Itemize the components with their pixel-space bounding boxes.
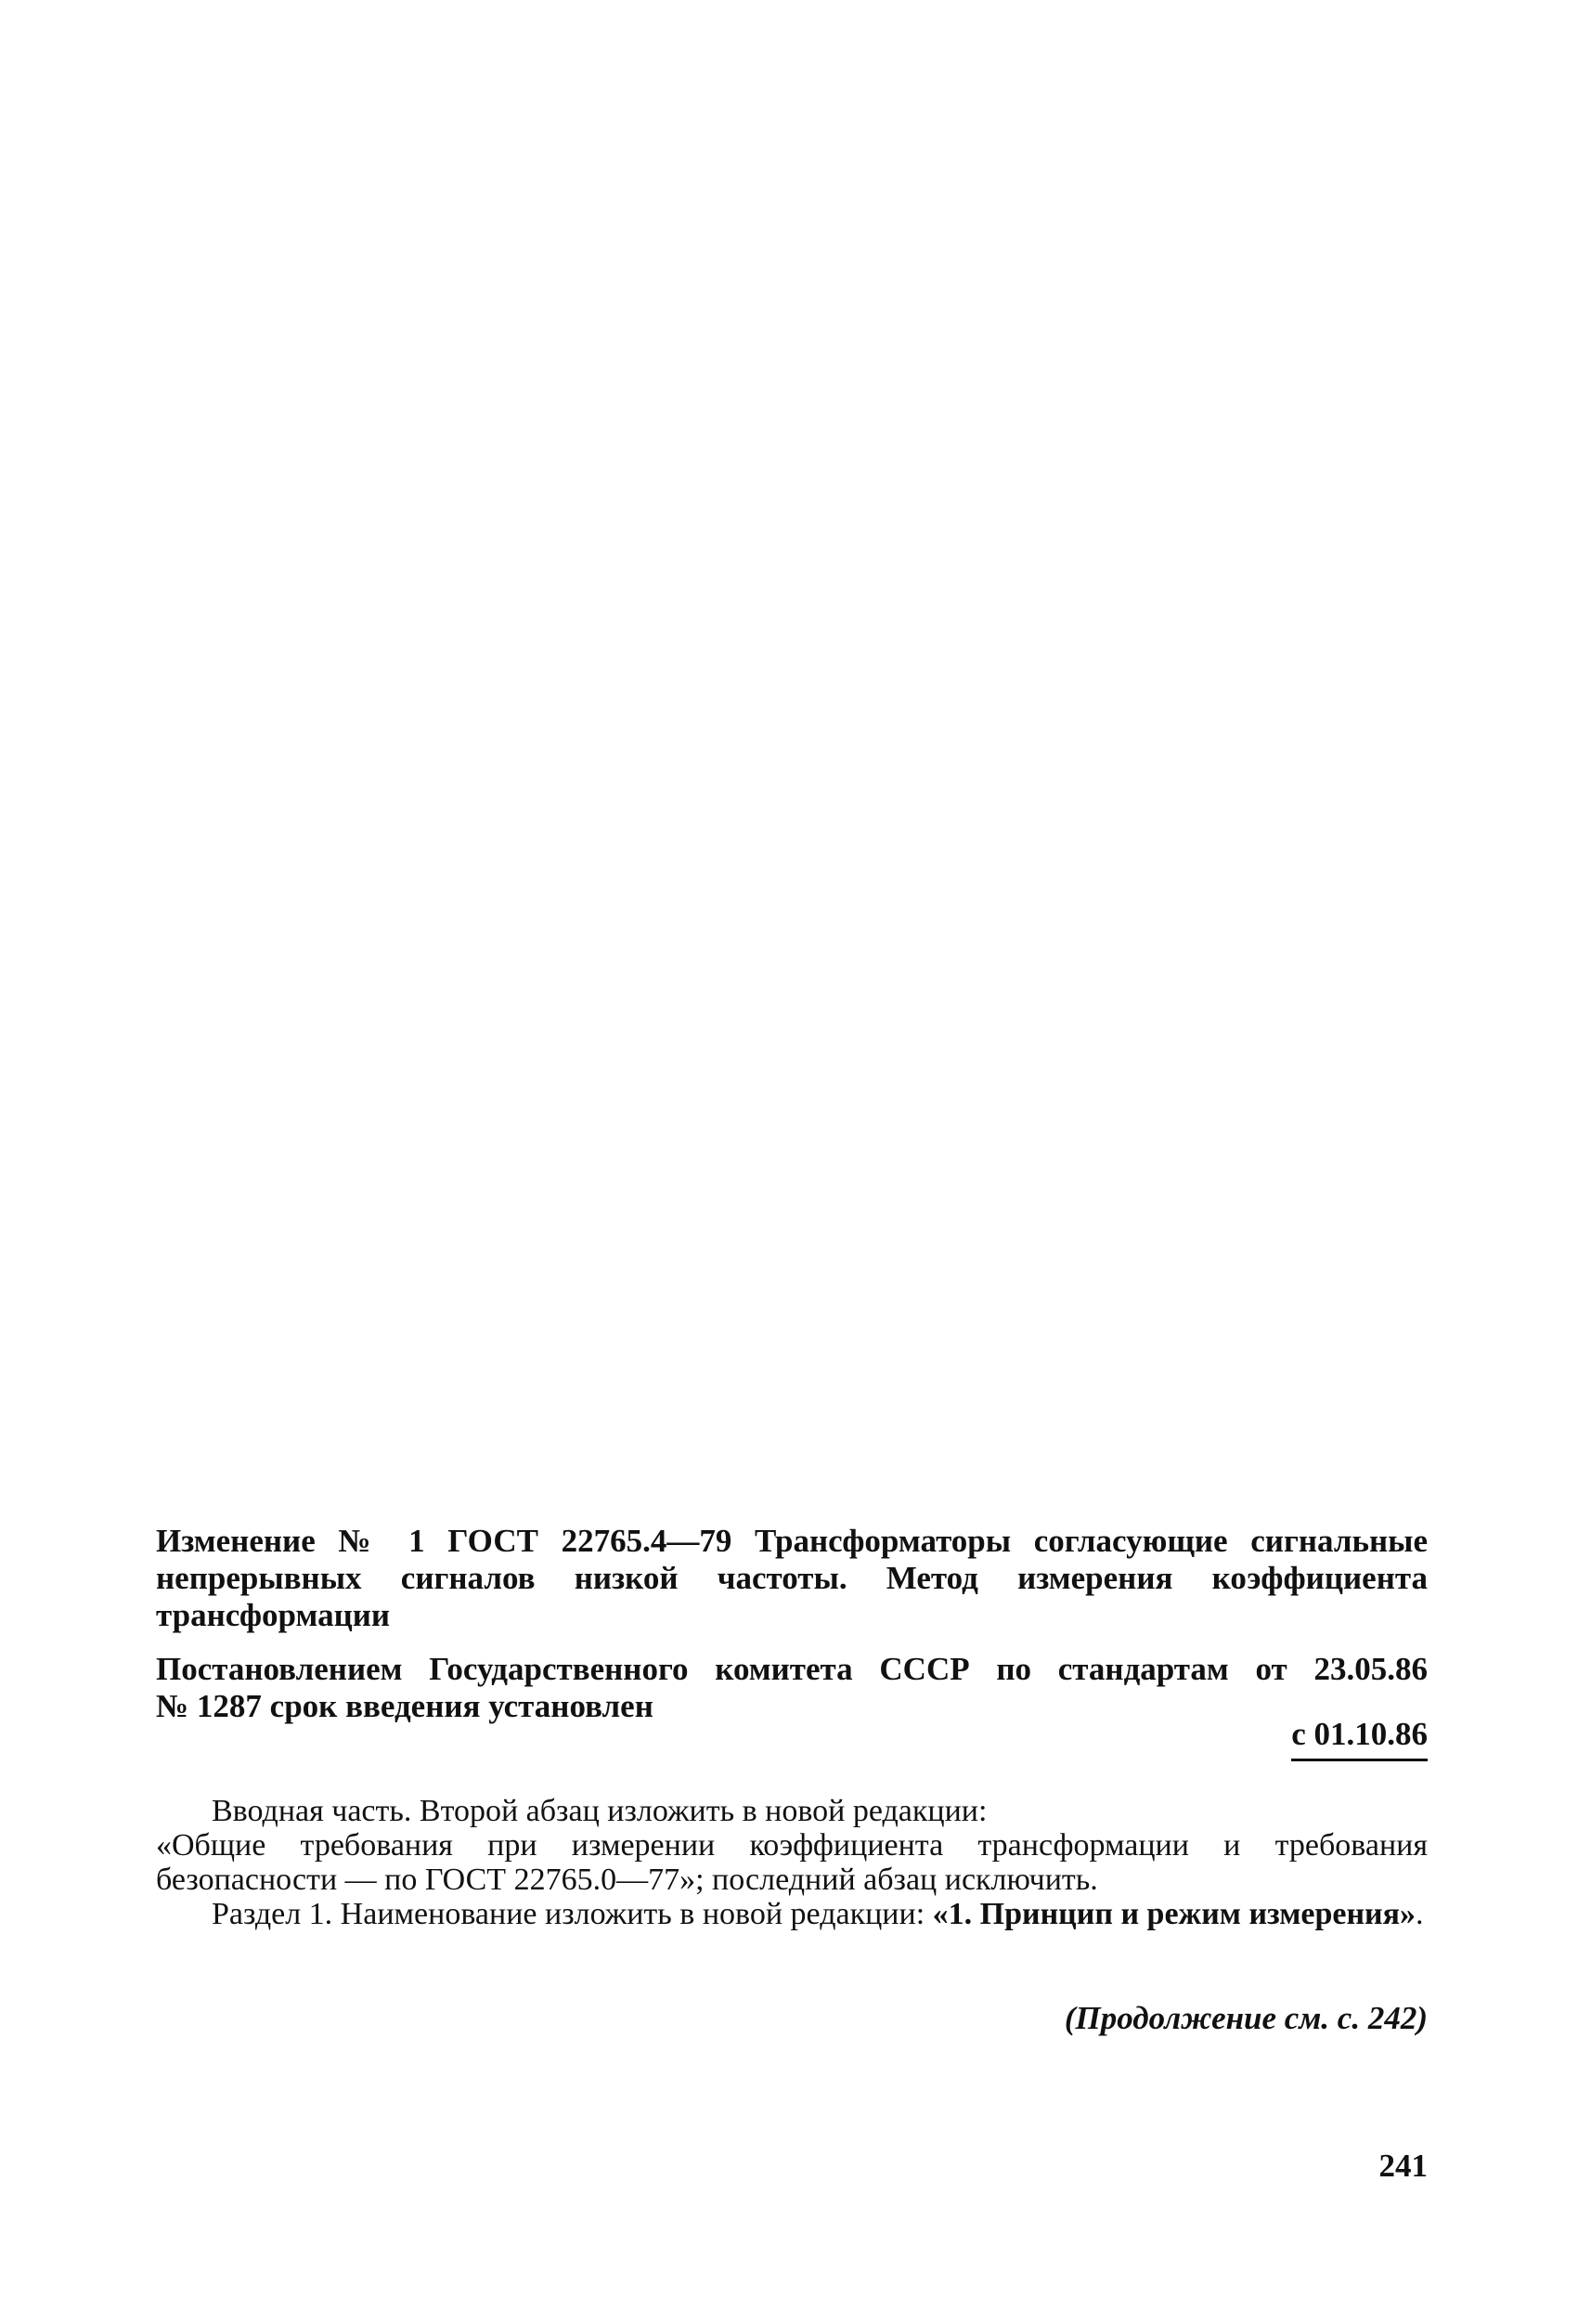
decree-line-2: № 1287 срок введения установлен [156,1688,653,1724]
body-paragraph-2: «Общие требования при измерении коэффициента трансформации и требования безопасности — по ГОСТ 22765.0—77»; последний абзац исключить. [156,1828,1428,1897]
amendment-body [156,1794,1428,1931]
decree-line-1: Постановлением Государственного комитета СССР по стандартам от 23.05.86 [156,1651,1428,1687]
decree-statement [156,1651,1428,1725]
body-paragraph-1: Вводная часть. Второй абзац изложить в новой редакции: [212,1794,988,1828]
body-paragraph-3-text: Раздел 1. Наименование изложить в новой редакции: [212,1897,933,1931]
effective-date: с 01.10.86 [1291,1716,1428,1761]
amendment-heading: Изменение № 1 ГОСТ 22765.4—79 Трансформаторы согласующие сигнальные непрерывных сигналов низкой частоты. Метод измерения коэффициента трансформации [156,1523,1428,1633]
section-title-quote: «1. Принцип и режим измерения» [932,1897,1416,1931]
body-paragraph-3-end: . [1416,1897,1424,1931]
page-number: 241 [1378,2148,1428,2184]
continuation-note: (Продолжение см. с. 242) [1064,2000,1428,2036]
body-paragraph-3 [156,1897,1428,1931]
